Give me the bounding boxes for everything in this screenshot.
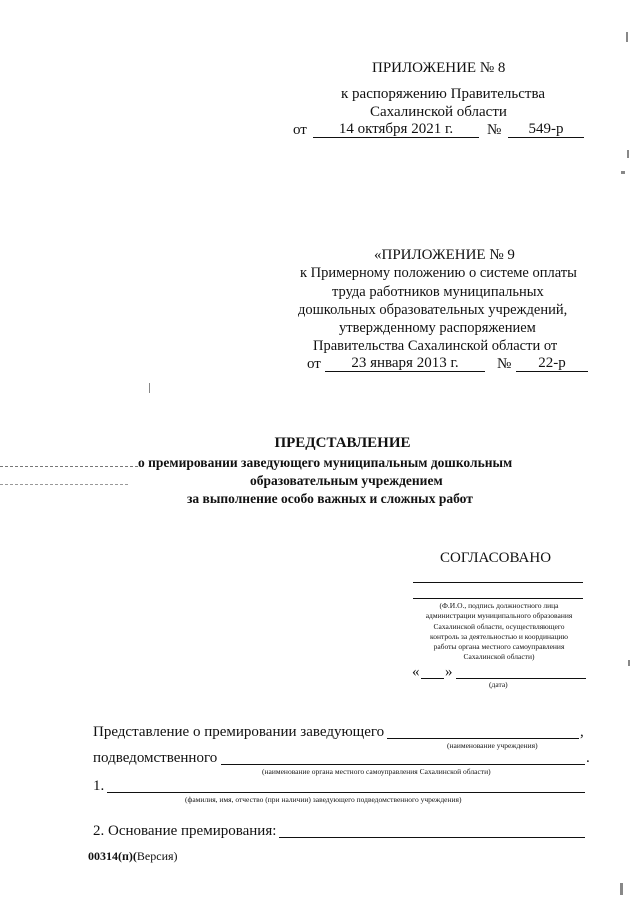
doc-heading: ПРЕДСТАВЛЕНИЕ [274,435,411,451]
approval-caption-line-1: (Ф.И.О., подпись должностного лица [439,601,559,610]
header-number-label: № [487,122,502,138]
director-name-field[interactable] [107,792,585,793]
form-item2-label: 2. Основание премирования: [93,823,277,839]
appendix-line-5: Правительства Сахалинской области от [313,338,558,354]
form-item1-label: 1. [93,778,105,794]
scan-mark-3 [621,171,625,174]
approval-date-close: » [445,664,453,680]
form-intro: Представление о премировании заведующего [93,724,385,740]
authority-name-field[interactable] [221,764,585,765]
appendix-number: 22-р [538,355,566,371]
scan-dashed-line-2 [0,484,128,485]
appendix-line-3: дошкольных образовательных учреждений, [298,302,568,318]
header-date-line [313,137,479,138]
scan-mark-5 [620,883,623,895]
approval-date-caption: (дата) [489,680,508,689]
appendix-date-line [325,371,485,372]
approval-caption-line-6: Сахалинской области) [463,652,535,662]
form-subordinate-caption: (наименование органа местного самоуправления Сахалинской области) [262,767,491,776]
approval-line-1 [413,582,583,583]
approval-caption-line-2: администрации муниципального образования [425,611,573,621]
form-intro-caption: (наименование учреждения) [447,741,538,750]
approval-caption [405,601,593,663]
footer-version: Версия) [136,849,178,863]
form-subordinate-end: . [586,750,590,766]
header-date: 14 октября 2021 г. [338,121,454,137]
approval-month-line [456,678,586,679]
form-item1-caption: (фамилия, имя, отчество (при наличии) заведующего подведомственного учреждения) [185,795,462,804]
approval-day-line [421,678,444,679]
header-line-2: Сахалинской области [370,104,507,120]
appendix-line-1: к Примерному положению о системе оплаты [300,265,577,281]
scan-mark-6 [628,660,630,666]
approval-caption-line-4: контроль за деятельностью и координацию [430,631,568,641]
form-subordinate: подведомственного [93,750,218,766]
approval-caption-line-3: Сахалинской области, осуществляющего [433,621,565,631]
footer-code [88,849,178,864]
header-title: ПРИЛОЖЕНИЕ № 8 [372,60,506,76]
approval-label: СОГЛАСОВАНО [440,550,552,566]
appendix-number-line [516,371,588,372]
bonus-basis-field[interactable] [279,837,585,838]
approval-signature-line [413,598,583,599]
appendix-number-label: № [497,356,512,372]
footer-code-number: 00314(п)( [88,849,137,863]
scan-mark-2 [627,150,629,158]
form-intro-end: , [580,724,584,740]
appendix-date: 23 января 2013 г. [351,355,459,371]
doc-title-line-2: образовательным учреждением [250,473,443,488]
scan-dashed-line-1 [0,466,138,467]
approval-date-open: « [412,664,420,680]
header-number-line [508,137,584,138]
header-number: 549-р [528,121,564,137]
doc-title-line-3: за выполнение особо важных и сложных работ [187,491,473,506]
appendix-line-2: труда работников муниципальных [332,284,544,300]
scan-mark-1 [626,32,628,42]
doc-title-line-1: о премировании заведующего муниципальным дошкольным [138,455,513,470]
appendix-from-label: от [307,356,321,372]
appendix-line-4: утвержденному распоряжением [339,320,536,336]
appendix-title: «ПРИЛОЖЕНИЕ № 9 [374,247,515,263]
approval-caption-line-5: работы органа местного самоуправления [433,642,565,652]
scan-mark-4 [149,383,150,393]
institution-name-field[interactable] [387,738,579,739]
header-from-label: от [293,122,307,138]
header-line-1: к распоряжению Правительства [341,86,546,102]
